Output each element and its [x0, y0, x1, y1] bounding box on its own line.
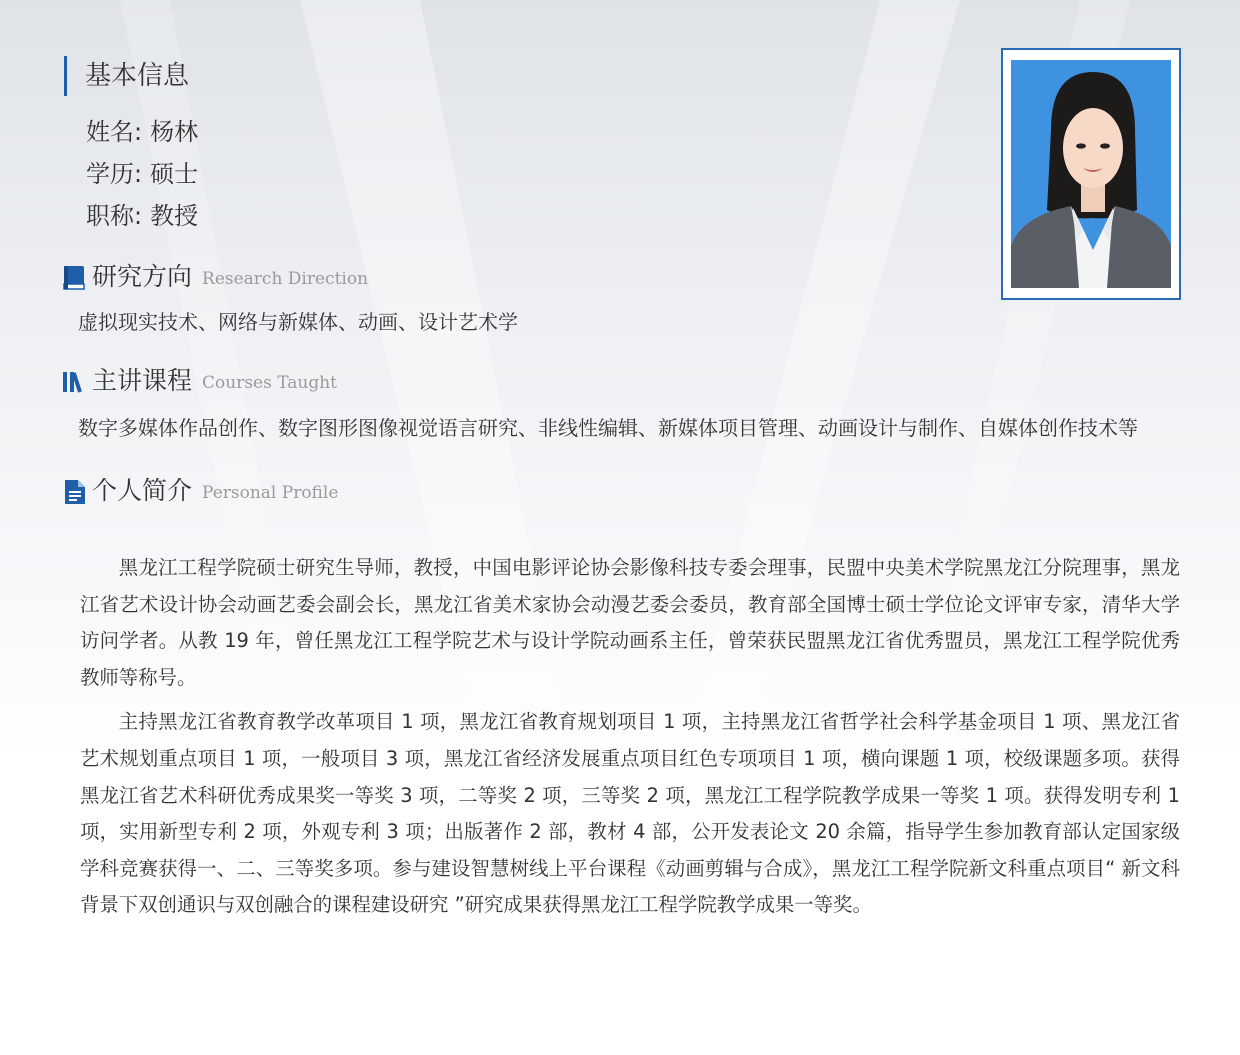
profile-content: [80, 550, 1180, 932]
books-library-icon: [62, 368, 88, 396]
title-label: 职称 :: [86, 202, 150, 230]
profile-paragraph-2: 主持黑龙江省教育教学改革项目 1 项，黑龙江省教育规划项目 1 项，主持黑龙江省哲学社会科学基金项目 1 项、黑龙江省艺术规划重点项目 1 项，一般项目 3 项，黑龙江省经济发展重点项目红色专项项目 1 项，横向课题 1 项，校级课题多项。获得黑龙江省艺术科研优秀成果奖一等奖 3 项，二等奖 2 项，三等奖 2 项，黑龙江工程学院教学成果一等奖 1 项。获得发明专利 1 项，实用新型专利 2 项，外观专利 3 项；出版著作 2 部，教材 4 部，公开发表论文 20 余篇，指导学生参加教育部认定国家级学科竞赛获得一、二、三等奖多项。参与建设智慧树线上平台课程《动画剪辑与合成》，黑龙江工程学院新文科重点项目“ 新文科背景下双创通识与双创融合的课程建设研究 ”研究成果获得黑龙江工程学院教学成果一等奖。: [80, 710, 1180, 917]
document-icon: [62, 478, 88, 506]
basic-info-heading: 基本信息: [64, 56, 189, 96]
courses-title: 主讲课程: [92, 366, 193, 395]
profile-title: 个人简介: [92, 476, 193, 505]
portrait-frame: [1001, 48, 1181, 300]
name-value: 杨林: [150, 118, 199, 146]
book-icon: [62, 264, 88, 292]
education-row: [86, 154, 198, 189]
portrait-illustration: [1011, 60, 1171, 288]
basic-info-section: [64, 56, 189, 96]
research-title-en: Research Direction: [202, 269, 369, 289]
profile-paragraph-1: 黑龙江工程学院硕士研究生导师，教授，中国电影评论协会影像科技专委会理事，民盟中央美术学院黑龙江分院理事，黑龙江省艺术设计协会动画艺委会副会长，黑龙江省美术家协会动漫艺委会委员，教育部全国博士硕士学位论文评审专家，清华大学访问学者。从教 19 年，曾任黑龙江工程学院艺术与设计学院动画系主任，曾荣获民盟黑龙江省优秀盟员，黑龙江工程学院优秀教师等称号。: [80, 556, 1180, 689]
education-value: 硕士: [150, 160, 199, 188]
research-heading: [62, 262, 368, 292]
courses-content: 数字多媒体作品创作、数字图形图像视觉语言研究、非线性编辑、新媒体项目管理、动画设计与制作、自媒体创作技术等: [78, 416, 1138, 440]
profile-title-en: Personal Profile: [202, 483, 339, 503]
portrait-photo: [1011, 60, 1171, 288]
title-row: [86, 196, 198, 231]
education-label: 学历 :: [86, 160, 150, 188]
name-label: 姓名 :: [86, 118, 150, 146]
title-value: 教授: [150, 202, 199, 230]
courses-title-en: Courses Taught: [202, 373, 338, 393]
research-title: 研究方向: [92, 262, 193, 291]
name-row: [86, 112, 198, 147]
courses-heading: [62, 366, 337, 396]
profile-heading: [62, 476, 338, 506]
research-content: 虚拟现实技术、网络与新媒体、动画、设计艺术学: [78, 310, 518, 334]
